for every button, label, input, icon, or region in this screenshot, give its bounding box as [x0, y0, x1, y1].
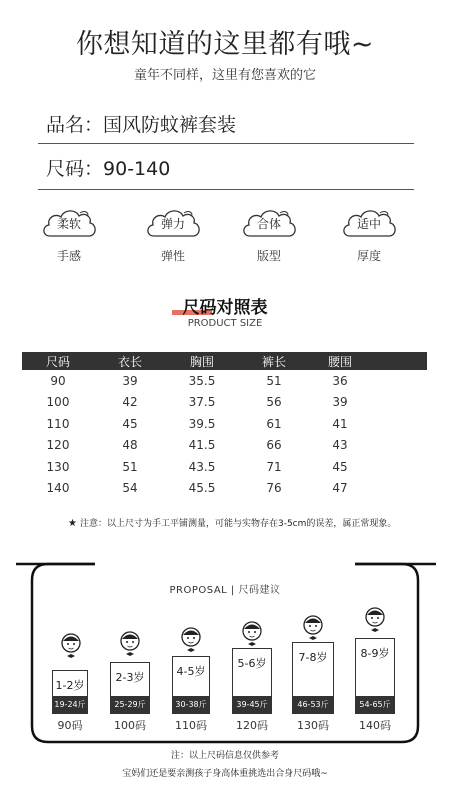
- table-cell: 43.5: [188, 459, 216, 474]
- product-size-value: 90-140: [103, 158, 171, 180]
- table-cell: 35.5: [188, 373, 216, 388]
- note-text: 注意：以上尺寸为手工平铺测量，可能与实物存在3-5cm的误差，属正常现象。: [79, 519, 397, 529]
- table-cell: 48: [122, 438, 138, 453]
- weight-range: 39-45斤: [233, 696, 271, 713]
- weight-range: 46-53斤: [293, 696, 333, 713]
- page-subtitle: 童年不同样，这里有您喜欢的它: [133, 68, 316, 83]
- child-avatar-icon: [60, 632, 82, 660]
- product-name-row: [38, 110, 414, 144]
- star-icon: ★: [68, 518, 77, 529]
- feature-label: 弹力: [160, 217, 185, 231]
- table-header-cell: 胸围: [166, 352, 238, 370]
- size-suggestion-item: [355, 606, 395, 732]
- size-suggestion-box: [52, 670, 88, 714]
- table-cell: 71: [266, 459, 282, 474]
- table-row: [22, 478, 427, 500]
- age-range: 5-6岁: [237, 657, 267, 670]
- age-range: 4-5岁: [176, 665, 206, 678]
- feature-item: [234, 206, 304, 264]
- feature-sub: 弹性: [160, 249, 185, 263]
- child-avatar-icon: [302, 614, 324, 642]
- suggested-size: 140码: [359, 719, 391, 732]
- size-chart-subtitle: PRODUCT SIZE: [187, 318, 263, 329]
- table-cell: 56: [266, 395, 282, 410]
- table-cell: 45: [332, 459, 348, 474]
- suggested-size: 120码: [236, 719, 268, 732]
- feature-sub: 手感: [56, 249, 81, 263]
- size-table: [22, 352, 427, 499]
- child-avatar-icon: [241, 620, 263, 648]
- cloud-icon: [40, 206, 98, 240]
- feature-sub: 版型: [256, 249, 281, 263]
- table-cell: 36: [332, 373, 348, 388]
- table-cell: 51: [266, 373, 282, 388]
- table-cell: 130: [46, 459, 70, 474]
- size-suggestion-item: [172, 626, 210, 732]
- table-cell: 76: [266, 481, 282, 496]
- table-cell: 45: [122, 416, 138, 431]
- weight-range: 19-24斤: [53, 696, 87, 713]
- table-cell: 51: [122, 459, 138, 474]
- age-range: 2-3岁: [115, 671, 145, 684]
- feature-item: [334, 206, 404, 264]
- table-header-row: [22, 352, 427, 370]
- size-suggestion-box: [292, 642, 334, 714]
- feature-item: [34, 206, 104, 264]
- page-title: 你想知道的这里都有哦~: [75, 29, 375, 60]
- cloud-icon: [240, 206, 298, 240]
- table-cell: 39.5: [188, 416, 216, 431]
- child-avatar-icon: [364, 606, 386, 634]
- table-cell: 45.5: [188, 481, 216, 496]
- size-suggestion-item: [110, 630, 150, 732]
- suggested-size: 130码: [297, 719, 329, 732]
- footer-note: 注：以上尺码信息仅供参考: [170, 751, 279, 761]
- child-avatar-icon: [180, 626, 202, 654]
- table-cell: 39: [122, 373, 138, 388]
- measurement-note: [68, 516, 438, 529]
- footer-tip: 宝妈们还是要亲测孩子身高体重挑选出合身尺码哦~: [122, 769, 328, 779]
- table-cell: 47: [332, 481, 348, 496]
- table-cell: 41: [332, 416, 348, 431]
- table-cell: 42: [122, 395, 138, 410]
- table-cell: 37.5: [188, 395, 216, 410]
- table-header-cell: 腰围: [310, 352, 370, 370]
- product-name-label: 品名：: [46, 114, 104, 136]
- product-name-value: 国风防蚊裤套装: [103, 114, 237, 136]
- feature-label: 适中: [356, 217, 381, 231]
- size-suggestion-item: [232, 620, 272, 732]
- weight-range: 54-65斤: [356, 696, 394, 713]
- size-suggestion-item: [52, 632, 88, 732]
- weight-range: 25-29斤: [111, 696, 149, 713]
- age-range: 8-9岁: [360, 647, 390, 660]
- table-header-spacer: [370, 352, 427, 370]
- size-suggestion-item: [292, 614, 334, 732]
- table-row: [22, 370, 427, 392]
- cloud-icon: [340, 206, 398, 240]
- size-chart-title: 尺码对照表: [182, 298, 268, 318]
- table-header-cell: 裤长: [238, 352, 310, 370]
- table-row: [22, 392, 427, 414]
- table-row: [22, 435, 427, 457]
- table-cell: 140: [46, 481, 70, 496]
- size-suggestion-box: [355, 638, 395, 714]
- age-range: 7-8岁: [298, 651, 328, 664]
- product-size-label: 尺码：: [46, 158, 104, 180]
- table-cell: 66: [266, 438, 282, 453]
- cloud-icon: [144, 206, 202, 240]
- table-cell: 43: [332, 438, 348, 453]
- table-row: [22, 413, 427, 435]
- table-cell: 100: [46, 395, 70, 410]
- table-cell: 39: [332, 395, 348, 410]
- table-cell: 61: [266, 416, 282, 431]
- age-range: 1-2岁: [55, 679, 85, 692]
- table-header-cell: 尺码: [22, 352, 94, 370]
- table-cell: 54: [122, 481, 138, 496]
- table-cell: 90: [50, 373, 66, 388]
- suggested-size: 100码: [114, 719, 146, 732]
- suggested-size: 110码: [175, 719, 207, 732]
- size-suggestion-box: [232, 648, 272, 714]
- weight-range: 30-38斤: [173, 696, 209, 713]
- feature-label: 合体: [256, 217, 281, 231]
- feature-list: [20, 206, 430, 266]
- size-suggestion-box: [110, 662, 150, 714]
- feature-label: 柔软: [56, 217, 81, 231]
- size-suggestion-box: [172, 656, 210, 714]
- table-cell: 41.5: [188, 438, 216, 453]
- table-cell: 120: [46, 438, 70, 453]
- table-row: [22, 456, 427, 478]
- child-avatar-icon: [119, 630, 141, 658]
- proposal-title: PROPOSAL | 尺码建议: [169, 585, 281, 596]
- suggested-size: 90码: [57, 719, 83, 732]
- product-size-row: [38, 154, 414, 190]
- feature-item: [138, 206, 208, 264]
- feature-sub: 厚度: [356, 249, 381, 263]
- table-cell: 110: [46, 416, 70, 431]
- table-header-cell: 衣长: [94, 352, 166, 370]
